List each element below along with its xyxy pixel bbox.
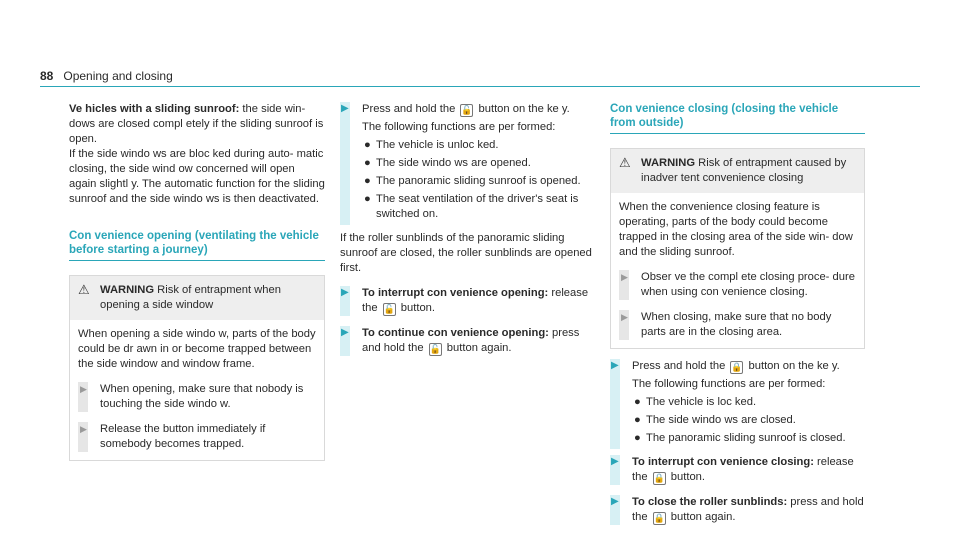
lock-icon: 🔒 — [731, 362, 743, 372]
bullet-dot: ● — [364, 157, 371, 169]
list-item: ● The panoramic sliding sunroof is opened. — [364, 175, 581, 187]
instruction-step: ▶ Press and hold the 🔒 button on the ke y. The following functions are per formed: ● The vehicle is loc ked. ● The side windo ws are closed. ● The panoramic sliding sunroof is closed. — [610, 359, 865, 449]
step-arrow-icon: ▶ — [611, 496, 619, 507]
bullet-dot: ● — [634, 432, 641, 444]
convenience-opening-heading: Con venience opening (ventilating the vehicle before starting a journey) — [69, 229, 325, 261]
step-arrow-icon: ▶ — [341, 287, 349, 298]
warning-body: When the convenience closing feature is operating, parts of the body could become trapped in the closing area of the side win‐ dow and the sliding sunroof. — [619, 201, 853, 258]
step-arrow-icon: ▶ — [611, 456, 619, 467]
unlock-icon: 🔓 — [461, 105, 473, 115]
instruction-step: ▶ To interrupt con venience opening: release the 🔓 button. — [341, 287, 589, 314]
bullet-dot: ● — [634, 414, 641, 426]
step-arrow-icon: ▶ — [621, 312, 628, 322]
sunroof-intro: Ve hicles with a sliding sunroof: the side win‐ dows are closed compl etely if the sliding sunroof is open. — [69, 103, 324, 145]
right-column — [610, 102, 865, 525]
bullet-dot: ● — [364, 175, 371, 187]
unlock-icon: 🔓 — [383, 304, 395, 314]
page-number: 88 — [40, 69, 54, 83]
warning-step: ▶ Release the button immediately if somebody becomes trapped. — [80, 423, 266, 450]
warning-step: ▶ When opening, make sure that nobody is touching the side windo w. — [80, 383, 304, 410]
bullet-dot: ● — [364, 139, 371, 151]
warning-box-closing: ⚠ WARNING Risk of entrapment caused by inadver tent convenience closing When the convenience closing feature is operating, parts of the body could become trapped in the closing area of the side win‐ dow and the sliding sunroof. ▶ Obser ve the compl ete closing proce‐ dure when using con venience closing. ▶ When closing, make sure that no body parts are in the closing area. — [610, 148, 865, 349]
page-header — [40, 69, 173, 84]
warning-step: ▶ Obser ve the compl ete closing proce‐ dure when using con venience closing. — [621, 271, 855, 298]
warning-title: WARNING — [100, 284, 155, 296]
instruction-step: ▶ To continue con venience opening: press and hold the 🔓 button again. — [341, 327, 580, 354]
warning-triangle-icon: ⚠ — [78, 282, 90, 297]
auto-closing-paragraph: If the side windo ws are bloc ked during auto‐ matic closing, the side wind ow concerned will open again slightl y. The automatic function for the sliding sunroof and the side windo ws is then deactivated. — [69, 148, 325, 205]
list-item: ● The side windo ws are opened. — [364, 157, 531, 169]
unlock-icon: 🔓 — [429, 344, 441, 354]
warning-triangle-icon: ⚠ — [619, 155, 631, 170]
bullet-dot: ● — [364, 193, 371, 205]
warning-box-opening: ⚠ WARNING Risk of entrapment when opening a side window When opening a side windo w, parts of the body could be dr awn in or become trapped between the side window and window frame. ▶ When opening, make sure that nobody is touching the side windo w. ▶ Release the button immediately if somebody becomes trapped. — [69, 275, 325, 461]
step-arrow-icon: ▶ — [80, 424, 87, 434]
lock-icon: 🔒 — [653, 473, 665, 483]
list-item: ● The panoramic sliding sunroof is closed. — [634, 432, 846, 444]
page-title: Opening and closing — [63, 69, 173, 83]
step-arrow-icon: ▶ — [80, 384, 87, 394]
step-arrow-icon: ▶ — [341, 327, 349, 338]
left-column — [69, 102, 325, 461]
step-arrow-icon: ▶ — [341, 103, 349, 114]
warning-step: ▶ When closing, make sure that no body parts are in the closing area. — [621, 311, 832, 338]
list-item: ● The seat ventilation of the driver's seat is switched on. — [364, 193, 579, 220]
convenience-closing-heading: Con venience closing (closing the vehicle from outside) — [610, 102, 865, 134]
instruction-step: ▶ To interrupt con venience closing: release the 🔒 button. — [611, 456, 854, 483]
function-list — [362, 138, 596, 222]
middle-column — [340, 102, 596, 356]
list-item: ● The side windo ws are closed. — [634, 414, 796, 426]
list-item: ● The vehicle is loc ked. — [634, 396, 757, 408]
function-list — [632, 395, 846, 446]
step-arrow-icon: ▶ — [611, 360, 619, 371]
bullet-dot: ● — [634, 396, 641, 408]
header-divider — [40, 86, 920, 87]
sunblinds-paragraph: If the roller sunblinds of the panoramic sliding sunroof are closed, the roller sunblinds are opened first. — [340, 232, 592, 274]
warning-body: When opening a side windo w, parts of the body could be dr awn in or become trapped between the side window and window frame. — [78, 328, 316, 370]
instruction-step: ▶ Press and hold the 🔓 button on the ke y. The following functions are per formed: ● The vehicle is unloc ked. ● The side windo ws are opened. ● The panoramic sliding sunroof is opened. ● The seat ventilation of the driver's seat is switched on. — [340, 102, 596, 225]
warning-title: WARNING — [641, 157, 696, 169]
instruction-step: ▶ To close the roller sunblinds: press and hold the 🔒 button again. — [611, 496, 864, 523]
lock-icon: 🔒 — [653, 513, 665, 523]
list-item: ● The vehicle is unloc ked. — [364, 139, 499, 151]
step-arrow-icon: ▶ — [621, 272, 628, 282]
